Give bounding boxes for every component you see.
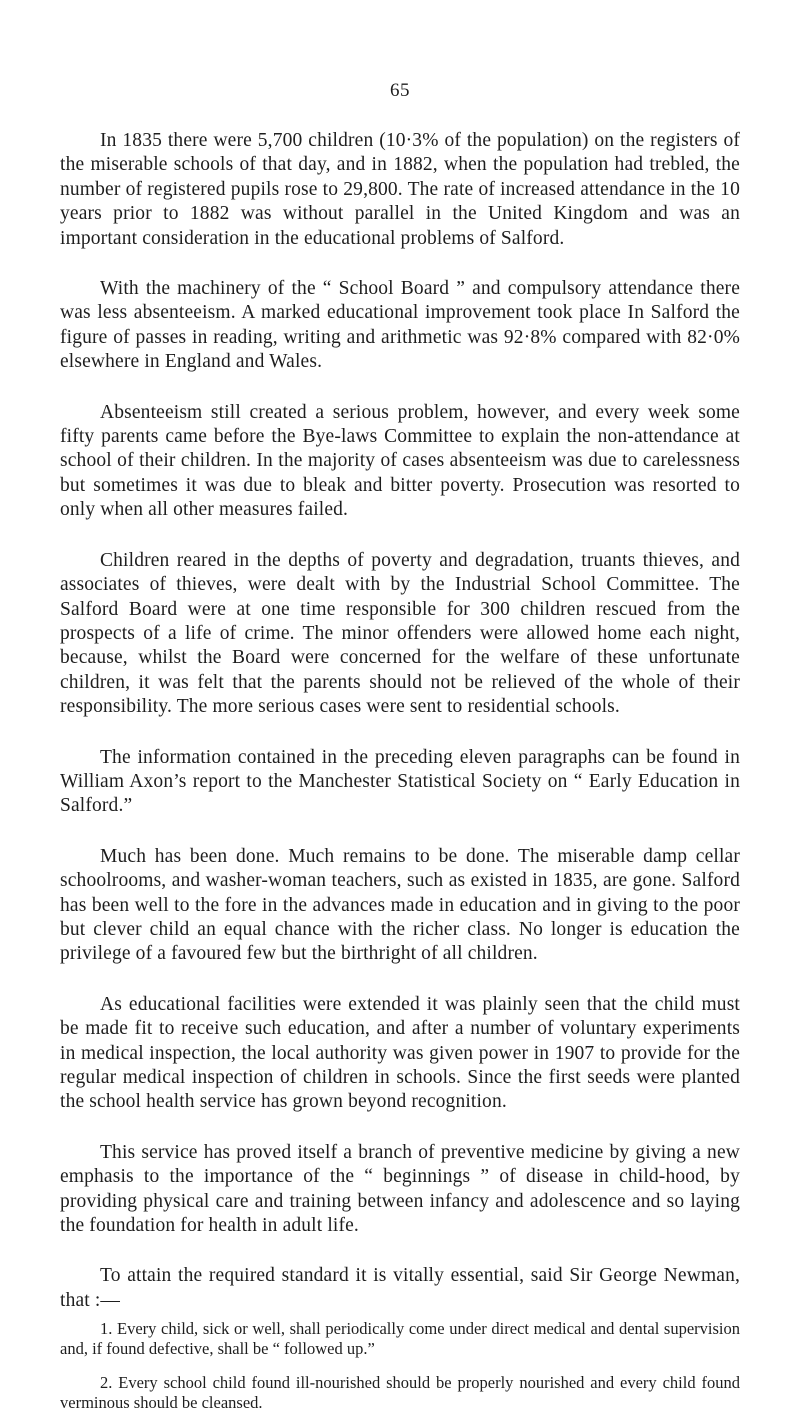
paragraph-registers-1835: In 1835 there were 5,700 children (10·3% of the population) on the registers of the miserable schools of that day, and in 1882, when the population had trebled, the number of registered pupils rose to 29,800. The rate of increased attendance in the 10 years prior to 1882 was without parallel in the United Kingdom and was an important consideration in the educational problems of Salford. [60, 130, 740, 249]
paragraph-absenteeism: Absenteeism still created a serious problem, however, and every week some fifty parents came before the Bye-laws Committee to explain the non-attendance at school of their children. In the majority of cases absenteeism was due to carelessness but sometimes it was due to bleak and bitter poverty. Prosecution was resorted to only when all other measures failed. [60, 401, 740, 521]
paragraph-medical-inspection: As educational facilities were extended it was plainly seen that the child must be made fit to receive such education, and after a number of voluntary experiments in medical inspection, the local authority was given power in 1907 to provide for the regular medical inspection of children in schools. Since the first seeds were planted the school health service has grown beyond recognition. [60, 993, 740, 1113]
page-number: 65 [390, 80, 410, 101]
paragraph-preventive-medicine: This service has proved itself a branch of preventive medicine by giving a new emphasis to the importance of the “ beginnings ” of disease in child-hood, by providing physical care and training between infancy and adolescence and so laying the foundation for health in adult life. [60, 1141, 740, 1237]
paragraph-school-board: With the machinery of the “ School Board ” and compulsory attendance there was less absenteeism. A marked educational improvement took place In Salford the figure of passes in reading, writing and arithmetic was 92·8% compared with 82·0% elsewhere in England and Wales. [60, 278, 740, 373]
paragraph-axon-report: The information contained in the preceding eleven paragraphs can be found in William Axon’s report to the Manchester Statistical Society on “ Early Education in Salford.” [60, 746, 740, 817]
list-item: 2. Every school child found ill-nourished should be properly nourished and every child found verminous should be cleansed. [60, 1373, 740, 1413]
paragraph-industrial-school: Children reared in the depths of poverty and degradation, truants thieves, and associates of thieves, were dealt with by the Industrial School Committee. The Salford Board were at one time responsible for 300 children rescued from the prospects of a life of crime. The minor offenders were allowed home each night, because, whilst the Board were concerned for the welfare of these unfortunate children, it was felt that the parents should not be relieved of the whole of their responsibility. The more serious cases were sent to residential schools. [60, 549, 740, 718]
newman-requirements-list [60, 1319, 740, 1413]
list-item: 1. Every child, sick or well, shall periodically come under direct medical and dental supervision and, if found defective, shall be “ followed up.” [60, 1319, 740, 1359]
paragraph-newman-intro: To attain the required standard it is vitally essential, said Sir George Newman, that :— [60, 1265, 740, 1311]
body-text [60, 129, 740, 1427]
paragraph-much-done: Much has been done. Much remains to be done. The miserable damp cellar schoolrooms, and washer-woman teachers, such as existed in 1835, are gone. Salford has been well to the fore in the advances made in education and in giving to the poor but clever child an equal chance with the richer class. No longer is education the privilege of a favoured few but the birthright of all children. [60, 845, 740, 965]
